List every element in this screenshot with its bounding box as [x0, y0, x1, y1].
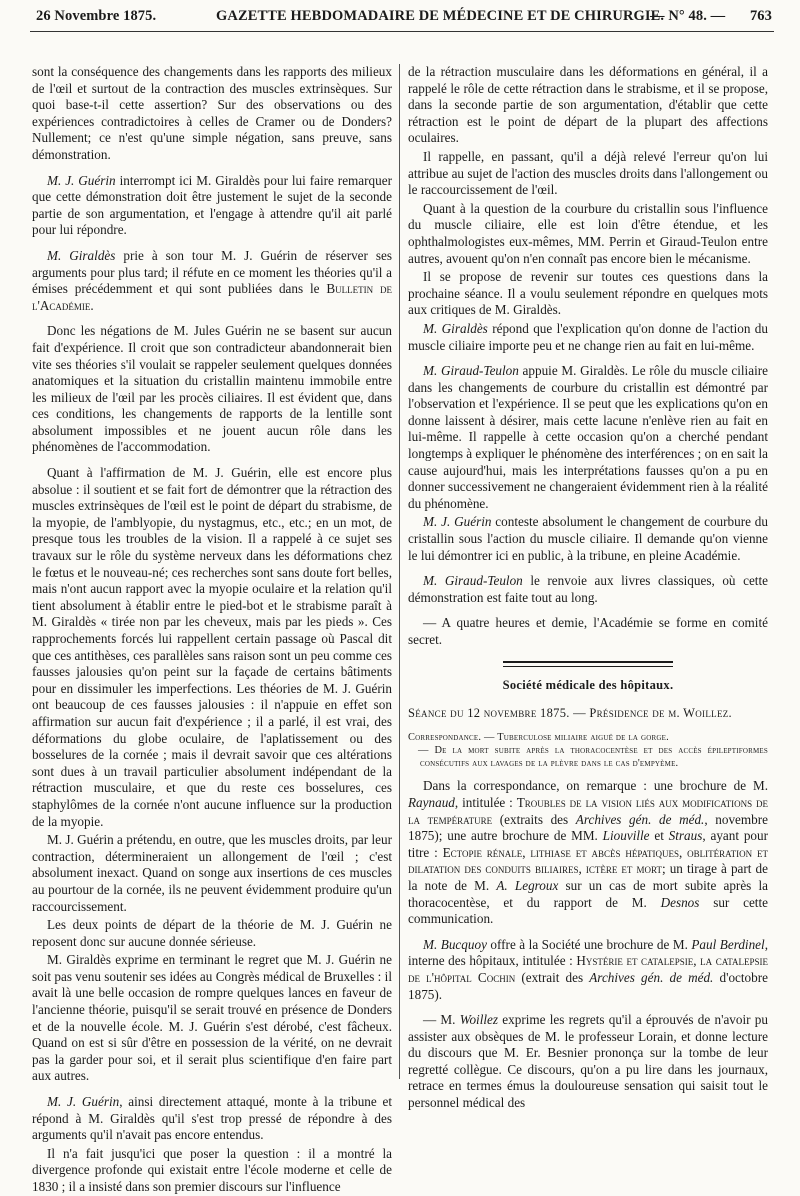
speaker-name: M. Giraldès [47, 247, 116, 263]
paragraph: — A quatre heures et demie, l'Académie se forme en comité secret. [408, 615, 768, 647]
paragraph: Quant à l'affirmation de M. J. Guérin, elle est encore plus absolue : il soutient et se fait fort de démontrer que la rétraction des muscles extrinsèques de l'œil est le point de départ du strabisme, de la myopie, de l'amblyopie, du nystagmus, etc., etc.; en un mot, de presque tous les troubles de la vision. Il a rappelé à ce sujet ses travaux sur le rôle du système nerveux dans les déformations chez le fœtus et le nouveau-né; ces recherches sont sans doute fort belles, mais n'ont aucun rapport avec la myopie oculaire et la relation qu'il tient absolument à établir entre le pied-bot et le strabisme paraît à M. Giraldès « tirée non par les cheveux, mais par les pieds ». Ces rapprochements forcés lui rappellent certain passage où Pascal dit que ces antithèses, ces parallèles sans raison sont un peu comme ces fausses jalousies qu'on peint sur la façade de certains bâtiments pour en dissimuler les imperfections. Les théories de M. J. Guérin ont beaucoup de ces fausses jalousies : il n'appuie en effet son affirmation sur aucun fait d'expérience ; il a parlé, il est vrai, des déformations du globe oculaire, de l'aplatissement ou des bosselures de la cornée ; mais il devrait savoir que ces altérations sont dues à un travail particulier absolument indépendant de la rétraction musculaire, et que du reste ces bosselures, ces staphylômes de la cornée n'ont aucune influence sur la production de la myopie. [32, 465, 392, 829]
paragraph: Quant à la question de la courbure du cristallin sous l'influence du muscle ciliaire, elle est loin d'être étendue, et les ophthalmologistes eux-mêmes, MM. Perrin et Giraud-Teulon entre autres, avouent qu'on n'en connaît pas encore bien le mécanisme. [408, 200, 768, 266]
section-title: Société médicale des hôpitaux. [502, 677, 674, 692]
paragraph: M. Giraldès prie à son tour M. J. Guérin de réserver ses arguments pour plus tard; il réfute en ce moment les théories qu'il a émises précédemment et qui sont publiées dans le Bulletin de l'Académie. [32, 247, 393, 313]
paragraph: M. Bucquoy offre à la Société une brochure de M. Paul Berdinel, interne des hôpitaux, intitulée : Hystérie et catalepsie, la catalepsie de l'hôpital Cochin (extrait des Archives gén. de méd. d'octobre 1875). [408, 936, 768, 1002]
page-header [36, 8, 772, 30]
session-line: Séance du 12 novembre 1875. — Présidence de m. Woillez. [408, 706, 732, 721]
header-page-number: 763 [749, 8, 772, 24]
speaker-name: M. J. Guérin [423, 514, 492, 530]
paragraph: — M. Woillez exprime les regrets qu'il a éprouvés de n'avoir pu assister aux obsèques de M. le professeur Lorain, et donne lecture du discours que M. Er. Besnier prononça sur la tombe de leur regretté collègue. Ce discours, qu'on a pu lire dans les journaux, retrace en termes émus la douloureuse sensation qui saisit tout le personnel médical des [408, 1012, 768, 1111]
paragraph: Dans la correspondance, on remarque : une brochure de M. Raynaud, intitulée : Troubles de la vision liés aux modifications de la température (extraits des Archives gén. de méd., novembre 1875); une autre brochure de MM. Liouville et Straus, ayant pour titre : Ectopie rénale, lithiase et abcès hépatiques, oblitération et dilatation des conduits biliaires, ictère et mort; un tirage à part de la note de M. A. Legroux sur un cas de mort subite après la thoracocentèse, et du rapport de M. Desnos sur cette communication. [408, 778, 768, 927]
speaker-name: M. Giraud-Teulon [423, 573, 523, 589]
paragraph: Il se propose de revenir sur toutes ces questions dans la prochaine séance. Il a voulu seulement répondre en quelques mots aux critiques de M. Giraldès. [408, 269, 768, 318]
paragraph: sont la conséquence des changements dans les rapports des milieux de l'œil et surtout de la contraction des muscles extrinsèques. Sur quoi base-t-il cette assertion? Sur des observations ou des expériences contradictoires à celles de Cramer ou de Donders? Nullement; ce n'est qu'une simple négation, sans preuve, sans démonstration. [32, 64, 392, 162]
right-column [408, 64, 768, 1111]
paragraph: M. J. Guérin a prétendu, en outre, que les muscles droits, par leur contraction, détermineraient un allongement de l'œil ; c'est absolument inexact. Quand on songe aux insertions de ces muscles au pourtour de la cornée, ils ne peuvent évidemment produire qu'un raccourcissement. [32, 832, 392, 914]
section-separator [503, 661, 673, 667]
paragraph: M. J. Guérin, ainsi directement attaqué, monte à la tribune et répond à M. Giraldès qu'il s'est trop pressé de répondre à des arguments qu'il n'avait pas encore entendus. [32, 1094, 392, 1143]
summary-block: Correspondance. — Tuberculose miliaire aiguë de la gorge. — De la mort subite après la thoracocentèse et des accès épileptiformes consécutifs aux lavages de la plèvre dans le cas d'empyème. [408, 731, 768, 770]
speaker-name: M. Giraldès [423, 320, 488, 336]
speaker-name: M. J. Guérin [47, 172, 116, 188]
paragraph: M. Giraud-Teulon le renvoie aux livres classiques, où cette démonstration est faite tout au long. [408, 573, 768, 605]
speaker-name: M. J. Guérin [47, 1094, 120, 1110]
paragraph: Les deux points de départ de la théorie de M. J. Guérin ne reposent donc sur aucune donnée sérieuse. [32, 917, 392, 949]
header-journal-title: GAZETTE HEBDOMADAIRE DE MÉDECINE ET DE CHIRURGIE. [216, 8, 665, 24]
paragraph: M. Giraldès exprime en terminant le regret que M. J. Guérin ne soit pas venu soutenir ses idées au Congrès médical de Bruxelles : il avait là une belle occasion de rompre quelques lances en faveur de l'ancienne théorie, puisqu'il se serait trouvé en présence de Donders et de la nouvelle école. M. J. Guérin s'est dérobé, c'est fâcheux. Quand on est si sûr d'être en possession de la vérité, on ne devrait pas la garder pour soi, et il serait plus scientifique d'en faire part aux autres. [32, 952, 392, 1084]
speaker-name: M. Giraud-Teulon [423, 363, 519, 379]
paragraph: M. Giraldès répond que l'explication qu'on donne de l'action du muscle ciliaire importe peu et ne change rien au fait en lui-même. [408, 320, 768, 353]
paragraph: Il rappelle, en passant, qu'il a déjà relevé l'erreur qu'on lui attribue au sujet de l'action des muscles droits dans l'allongement ou le raccourcissement de l'œil. [408, 148, 768, 198]
header-rule [30, 31, 774, 32]
column-divider [399, 64, 400, 1079]
paragraph: Il n'a fait jusqu'ici que poser la question : il a montré la divergence profonde qui existait entre l'école moderne et celle de 1830 ; il a insisté dans son premier discours sur l'influence [32, 1145, 392, 1194]
paragraph: Donc les négations de M. Jules Guérin ne se basent sur aucun fait d'expérience. Il croit que son contradicteur abandonnerait bien vite ses théories s'il voulait se rappeler seulement quelques données anatomiques et la situation du cristallin maintenu immobile entre les milieux de l'œil par les procès ciliaires. Il est évident que, dans ces conditions, les changements de rapports de la lentille sont absolument impossibles et ne jouent aucun rôle dans les phénomènes de l'accommodation. [32, 323, 392, 455]
header-date: 26 Novembre 1875. [36, 8, 157, 24]
left-column [32, 64, 393, 1194]
paragraph: M. J. Guérin conteste absolument le changement de courbure du cristallin sous l'action du muscle ciliaire. Il demande qu'on vienne le lui démontrer ici en public, à la tribune, en pleine Académie. [408, 514, 768, 563]
paragraph: de la rétraction musculaire dans les déformations en général, il a rappelé le rôle de cette rétraction dans le strabisme, et il se propose, dans la seconde partie de son argumentation, d'établir que cette rétraction est le point de départ de la plupart des affections oculaires. [408, 64, 768, 146]
header-issue-number: — N° 48. — [650, 8, 726, 24]
paragraph: M. J. Guérin interrompt ici M. Giraldès pour lui faire remarquer que cette démonstration doit être justement le sujet de la seconde partie de son argumentation, et l'engage à attendre qu'il ait parlé pour lui répondre. [32, 172, 392, 238]
paragraph: M. Giraud-Teulon appuie M. Giraldès. Le rôle du muscle ciliaire dans les changements de courbure du cristallin est démontré par l'observation et l'expérience. Il se peut que les explications qu'on en donne laissent à désirer, mais cette lacune n'enlève rien au fait en lui-même. Il rappelle à cette occasion qu'on a cherché pendant longtemps à expliquer le phénomène des interférences ; on en sait la cause aujourd'hui, mais les interprétations fausses qu'on a pu en donner successivement ne changeraient évidemment rien à la réalité du phénomène. [408, 363, 768, 511]
